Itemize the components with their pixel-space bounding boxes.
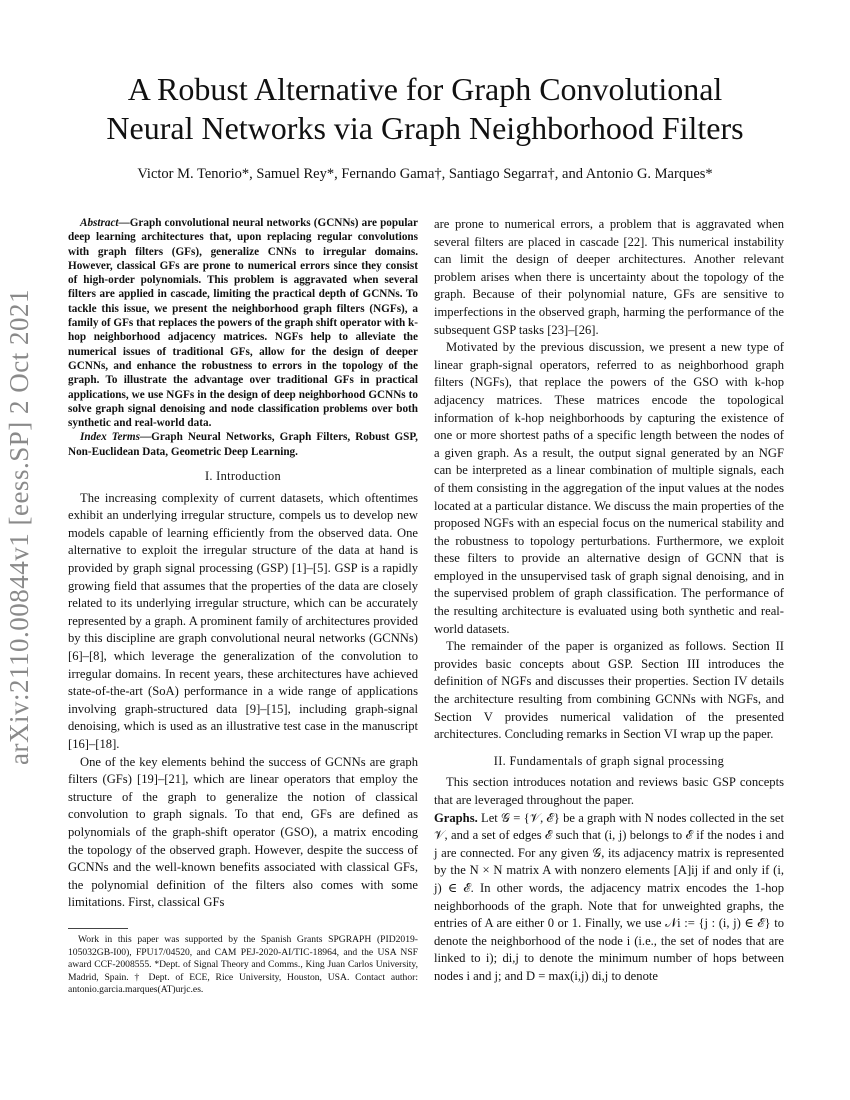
- title-line-1: A Robust Alternative for Graph Convolutional: [127, 71, 723, 107]
- right-paragraph-3: The remainder of the paper is organized as follows. Section II provides basic concepts about GSP. Section III introduces the definition of NGFs and discusses their properties. Section IV details the architecture resulting from combining GCNNs with NGFs, and Section V provides numerical validation of the presented architectures. Concluding remarks in Section VI wrap up the paper.: [434, 639, 784, 742]
- arxiv-stamp: arXiv:2110.00844v1 [eess.SP] 2 Oct 2021: [4, 289, 34, 765]
- graphs-text: Let 𝒢 = {𝒱, ℰ} be a graph with N nodes collected in the set 𝒱, and a set of edges ℰ such that (i, j) belongs to ℰ if the nodes i and j are connected. For any given 𝒢, its adjacency matrix is represented by the N × N matrix A with nonzero elements [A]ij if and only if (i, j) ∈ ℰ. In other words, the adjacency matrix encodes the 1-hop neighborhoods of the graph. Note that for unweighted graphs, the entries of A are either 0 or 1. Finally, we use 𝒩i := {j : (i, j) ∈ ℰ} to denote the neighborhood of the node i (i.e., the set of nodes that are linked to i); di,j to denote the minimum number of hops between nodes i and j; and D = max(i,j) di,j to denote: [434, 810, 784, 983]
- section-heading-introduction: I. Introduction: [204, 469, 282, 484]
- index-terms: [68, 430, 418, 459]
- intro-paragraph-1: The increasing complexity of current datasets, which oftentimes exhibit an underlying irregular structure, compels us to develop new models capable of learning efficiently from the observed data. One alternative to exploit the irregular structure of the data at hand is provided by graph signal processing (GSP) [1]–[5]. GSP is a rapidly growing field that assumes that the properties of the data are closely related to its underlying irregular structure, which can be accurately represented by a graph. A prominent family of architectures provided by this discipline are graph convolutional neural networks (GCNNs) [6]–[8], which leverage the generalization of the convolution to irregular domains. In recent years, these architectures have achieved state-of-the-art (SoA) performance in a wide range of applications involving graph-structured data [9]–[15], including graph-signal denoising, which is used as an illustrative test case in the manuscript [16]–[18].: [68, 490, 418, 751]
- right-paragraph-1: are prone to numerical errors, a problem that is aggravated when several filters are placed in cascade [22]. This numerical instability can limit the design of deeper architectures. Another relevant problem arises when there is uncertainty about the topology of the graph. Because of their polynomial nature, GFs are sensitive to imperfections in the observed graph, harming the performance of the subsequent GSP tasks [23]–[26].: [434, 217, 784, 337]
- section-heading-fundamentals: II. Fundamentals of graph signal processing: [493, 753, 725, 768]
- title-line-2: Neural Networks via Graph Neighborhood Filters: [106, 110, 744, 146]
- index-terms-text: —Graph Neural Networks, Graph Filters, Robust GSP, Non-Euclidean Data, Geometric Deep Learning.: [68, 431, 418, 458]
- author-list: Victor M. Tenorio*, Samuel Rey*, Fernando Gama†, Santiago Segarra†, and Antonio G. Marques*: [137, 166, 713, 182]
- left-column: [68, 216, 418, 912]
- paper-title: [60, 70, 790, 148]
- index-terms-label: Index Terms: [80, 431, 140, 444]
- intro-paragraph-2: One of the key elements behind the success of GCNNs are graph filters (GFs) [19]–[21], which are linear operators that employ the structure of the graph to generalize the notion of classical convolution to graph signals. To that end, GFs are defined as polynomials of the graph-shift operator (GSO), a matrix encoding the topology of the observed graph. However, despite the success of GCNNs and the well-known benefits associated with classical GFs, the polynomial definition of the filters also comes with some limitations. First, classical GFs: [68, 754, 418, 910]
- right-column: [434, 216, 784, 986]
- footnote: Work in this paper was supported by the Spanish Grants SPGRAPH (PID2019-105032GB-I00), FPU17/04520, and CAM PEJ-2020-AI/TIC-18964, and the USA NSF award CCF-2008555. *Dept. of Signal Theory and Comms., King Juan Carlos University, Madrid, Spain. † Dept. of ECE, Rice University, Houston, USA. Contact author: antonio.garcia.marques(AT)urjc.es.: [68, 934, 418, 996]
- right-paragraph-4: This section introduces notation and reviews basic GSP concepts that are leveraged throughout the paper.: [434, 775, 784, 807]
- graphs-label: Graphs.: [434, 810, 478, 825]
- footnote-rule: [68, 928, 128, 929]
- abstract-label: Abstract: [80, 217, 119, 229]
- abstract-text: —Graph convolutional neural networks (GCNNs) are popular deep learning architectures that, upon replacing regular convolutions with graph filters (GFs), generalize CNNs to irregular domains. However, classical GFs are prone to numerical errors since they consist of high-order polynomials. This problem is aggravated when several filters are applied in cascade, limiting the practical depth of GCNNs. To tackle this issue, we present the neighborhood graph filters (NGFs), a family of GFs that replaces the powers of the graph shift operator with k-hop neighborhood adjacency matrices. NGFs help to alleviate the numerical issues of traditional GFs, allow for the design of deeper GCNNs, and enhance the robustness to errors in the topology of the graph. To illustrate the advantage over traditional GFs in practical applications, we use NGFs in the design of deep neighborhood GCNNs to solve graph signal denoising and node classification problems over both synthetic and real-world data.: [68, 217, 418, 430]
- abstract: [68, 216, 418, 430]
- graphs-paragraph: [434, 810, 784, 986]
- right-paragraph-2: Motivated by the previous discussion, we present a new type of linear graph-signal operators, referred to as neighborhood graph filters (NGFs), that replace the powers of the GSO with k-hop adjacency matrices. These matrices encode the topological information of k-hop neighborhoods by capturing the existence of one or more shortest paths of a specific length between the nodes of a given graph. As a result, the output signal generated by an NGF can be interpreted as a linear combination of multiple signals, each of them consisting in the aggregation of the input values at the nodes located at a particular distance. We discuss the main properties of the proposed NGFs with an especial focus on the numerical stability and the robustness to topology perturbations. Furthermore, we exploit these filters to provide an alternative design of GCNN that is employed in the unsupervised task of graph signal denoising, and in the supervised problem of graph classification. The performance of the resulting architecture is evaluated using both synthetic and real-world datasets.: [434, 340, 784, 636]
